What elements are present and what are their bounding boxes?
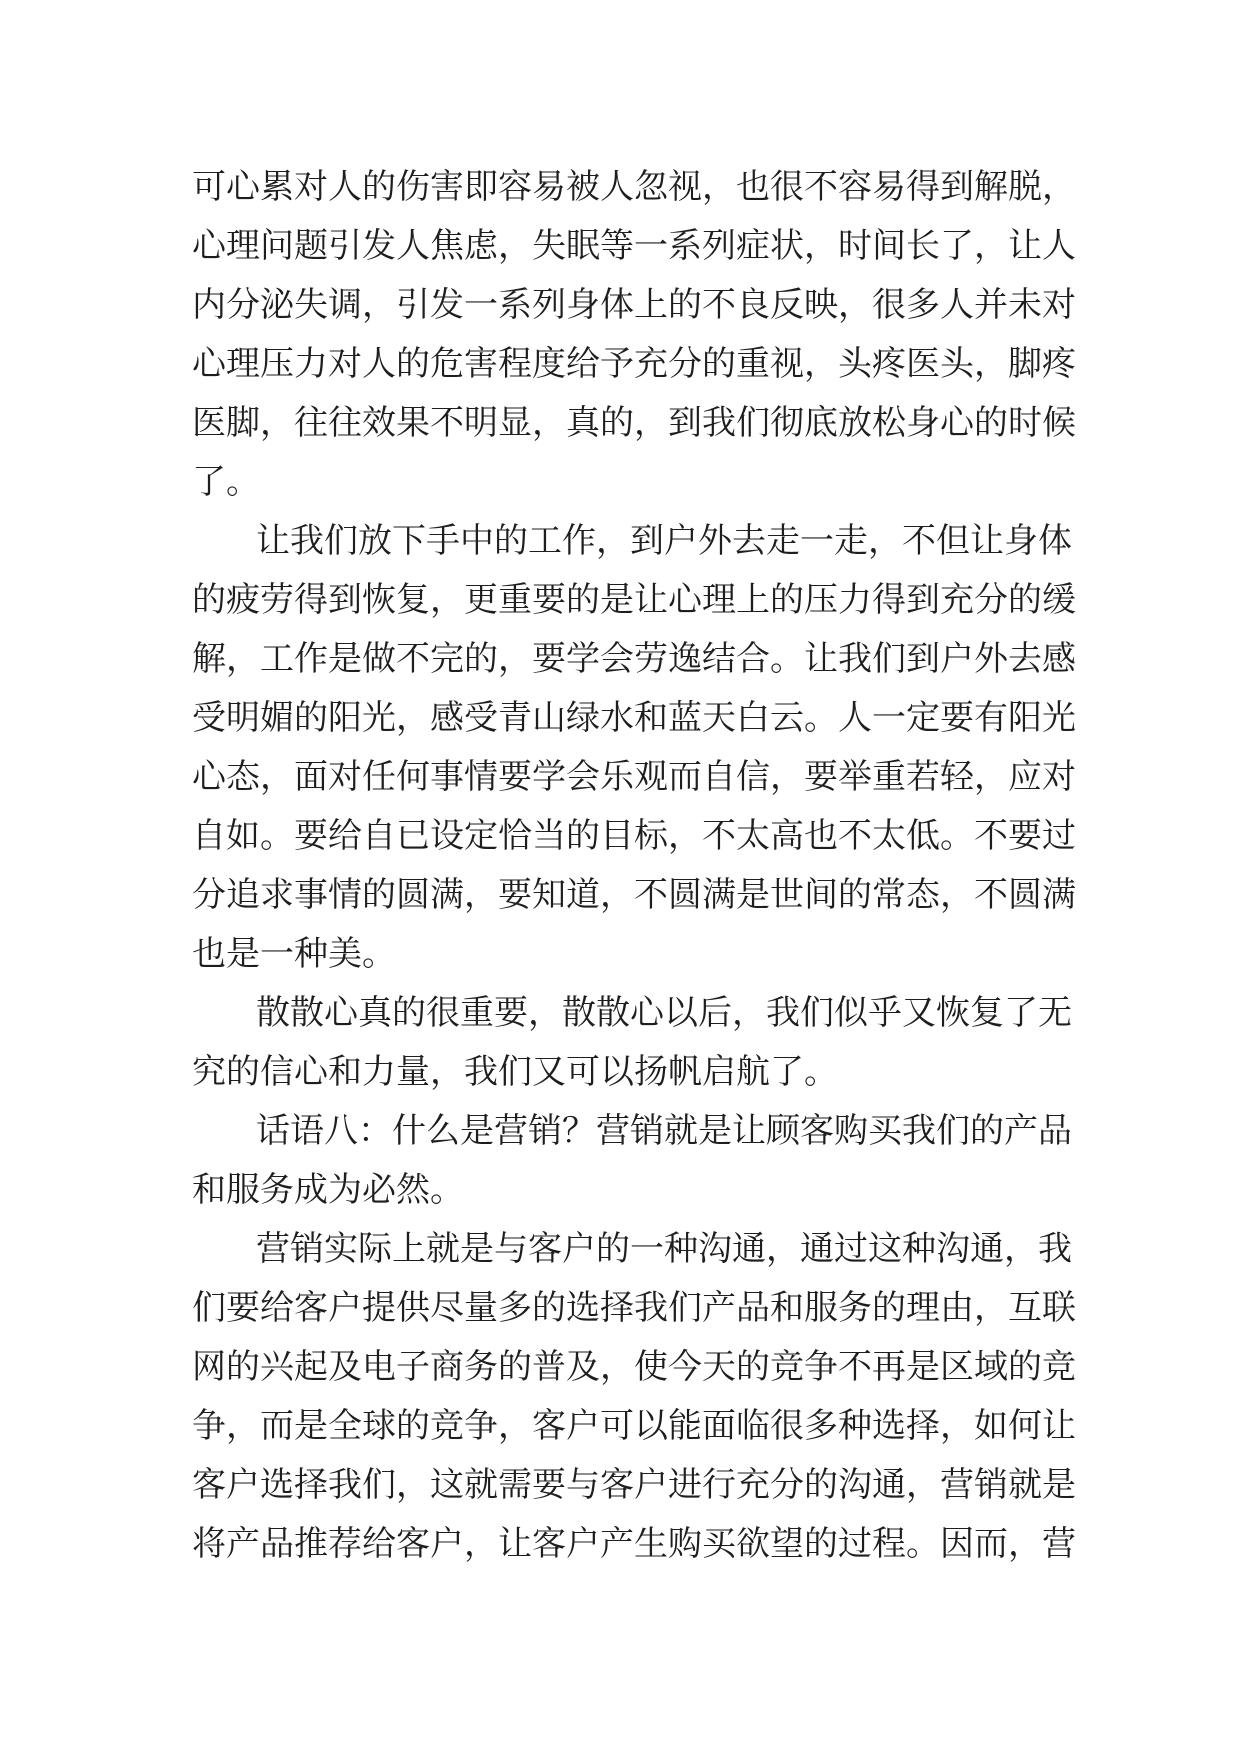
text-line: 心理问题引发人焦虑，失眠等一系列症状，时间长了，让人: [192, 226, 1076, 266]
text-line: 解，工作是做不完的，要学会劳逸结合。让我们到户外去感: [192, 639, 1076, 679]
text-line: 让我们放下手中的工作，到户外去走一走，不但让身体: [256, 521, 1072, 561]
text-line: 心理压力对人的危害程度给予充分的重视，头疼医头，脚疼: [192, 344, 1076, 384]
body-text: [192, 158, 1076, 1574]
text-line: 们要给客户提供尽量多的选择我们产品和服务的理由，互联: [192, 1288, 1076, 1328]
text-line: 话语八：什么是营销？营销就是让顾客购买我们的产品: [256, 1111, 1072, 1151]
paragraph-3: [192, 984, 1072, 1102]
text-line: 可心累对人的伤害即容易被人忽视，也很不容易得到解脱，: [192, 167, 1076, 207]
text-line: 争，而是全球的竞争，客户可以能面临很多种选择，如何让: [192, 1406, 1076, 1446]
text-line: 也是一种美。: [192, 934, 396, 974]
text-line: 心态，面对任何事情要学会乐观而自信，要举重若轻，应对: [192, 757, 1076, 797]
text-line: 内分泌失调，引发一系列身体上的不良反映，很多人并未对: [192, 285, 1076, 325]
text-line: 和服务成为必然。: [192, 1170, 464, 1210]
text-line: 将产品推荐给客户，让客户产生购买欲望的过程。因而，营: [192, 1524, 1076, 1564]
text-line: 受明媚的阳光，感受青山绿水和蓝天白云。人一定要有阳光: [192, 698, 1076, 738]
text-line: 究的信心和力量，我们又可以扬帆启航了。: [192, 1052, 838, 1092]
text-line: 医脚，往往效果不明显，真的，到我们彻底放松身心的时候: [192, 403, 1076, 443]
paragraph-2: [192, 512, 1076, 984]
text-line: 营销实际上就是与客户的一种沟通，通过这种沟通，我: [256, 1229, 1072, 1269]
text-line: 网的兴起及电子商务的普及，使今天的竞争不再是区域的竞: [192, 1347, 1076, 1387]
text-line: 的疲劳得到恢复，更重要的是让心理上的压力得到充分的缓: [192, 580, 1076, 620]
text-line: 自如。要给自已设定恰当的目标，不太高也不太低。不要过: [192, 816, 1076, 856]
paragraph-5: [192, 1220, 1076, 1574]
text-line: 散散心真的很重要，散散心以后，我们似乎又恢复了无: [256, 993, 1072, 1033]
paragraph-4: [192, 1102, 1072, 1220]
text-line: 客户选择我们，这就需要与客户进行充分的沟通，营销就是: [192, 1465, 1076, 1505]
text-line: 分追求事情的圆满，要知道，不圆满是世间的常态，不圆满: [192, 875, 1076, 915]
paragraph-1: [192, 158, 1076, 512]
text-line: 了。: [192, 462, 260, 502]
